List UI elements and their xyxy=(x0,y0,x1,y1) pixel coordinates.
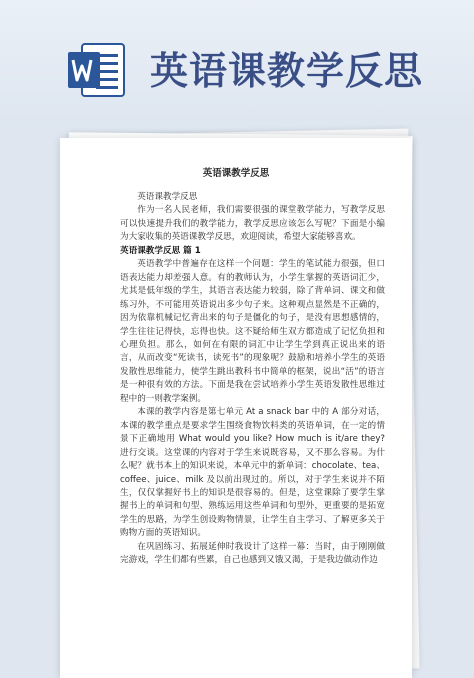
banner xyxy=(0,0,474,135)
section-heading: 英语课教学反思 篇 1 xyxy=(120,245,201,256)
body-paragraph: 在巩固练习、拓展延伸时我设计了这样一幕：当时，由于刚刚做完游戏，学生们都有些累，自己也感到又饿又渴，于是我边做动作边 xyxy=(120,541,385,566)
document-page xyxy=(60,138,412,678)
intro-paragraph: 作为一名人民老师，我们需要很强的课堂教学能力，写教学反思可以快速提升我们的教学能力，教学反思应该怎么写呢？下面是小编为大家收集的英语课教学反思，欢迎阅读，希望大家能够喜欢。 xyxy=(120,205,385,243)
document-subtitle: 英语课教学反思 xyxy=(137,192,198,202)
document-title: 英语课教学反思 xyxy=(202,168,270,179)
body-paragraph: 英语教学中普遍存在这样一个问题：学生的笔试能力很强，但口语表达能力却差强人意。有的教师认为，小学生掌握的英语词汇少，尤其是低年级的学生，其语言表达能力较弱，除了背单词、课文和做练习外，不可能用英语说出多少句子来。这种观点显然是不正确的，因为依靠机械记忆背出来的句子是僵化的句子，是没有思想感情的，学生往往记得快，忘得也快。这不疑给师生双方都造成了记忆负担和心理负担。那么，如何在有限的词汇中让学生学到真正说出来的语言，从而改变“死读书，读死书”的现象呢？鼓励和培养小学生的英语发散性思维能力，使学生跳出教科书中简单的框架，说出“活”的语言是一种很有效的方法。下面是我在尝试培养小学生英语发散性思维过程中的一则教学案例。 xyxy=(120,259,385,404)
banner-title: 英语课教学反思 xyxy=(150,49,424,93)
word-document-icon xyxy=(64,38,128,102)
body-paragraph: 本课的教学内容是第七单元 At a snack bar 中的 A 部分对话，本课的教学重点是要求学生围绕食物饮料类的英语单词，在一定的情景下正确地用 What would you like? How much is it/are they? 进行交谈。这堂课的内容对于学生来说既容易，又不那么容易。为什么呢？就书本上的知识来说，本单元中的新单词：chocolate、tea、coffee、juice、milk 及以前出现过的。所以，对于学生来说并不陌生，仅仅掌握好书上的知识是很容易的。但是，这堂课除了要学生掌握书上的单词和句型、熟练运用这些单词和句型外，更重要的是拓宽学生的思路，为学生创设购物情景，让学生自主学习、了解更多关于购物方面的英语知识。 xyxy=(120,407,385,539)
document-body xyxy=(120,191,385,568)
